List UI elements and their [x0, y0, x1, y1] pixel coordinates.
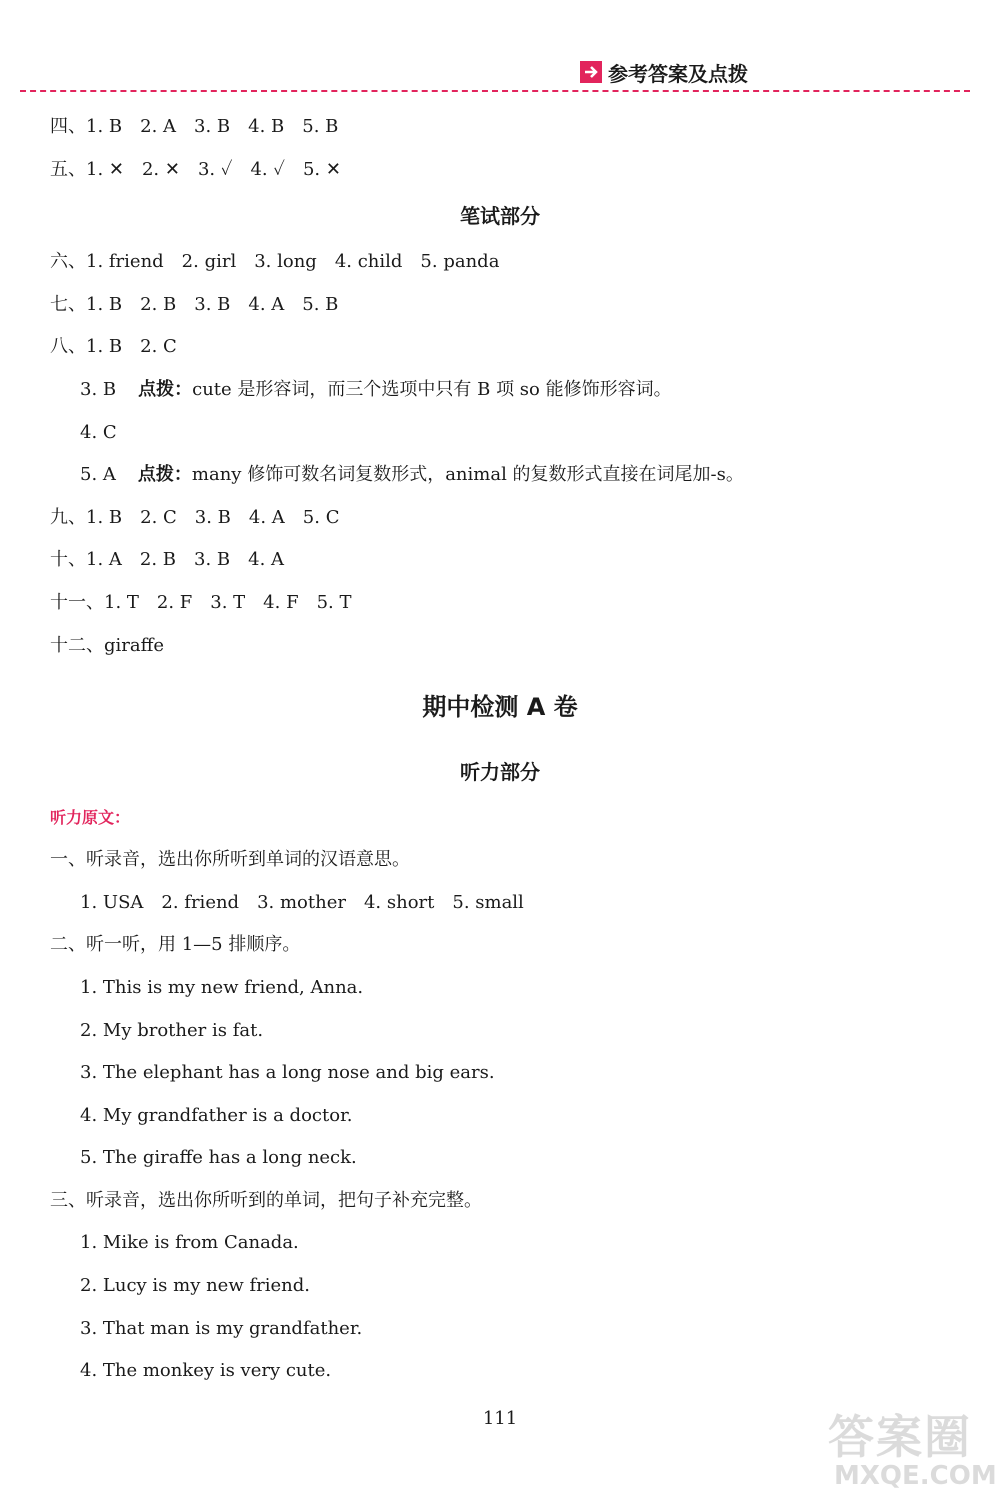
hint-label: 点拨： [137, 464, 192, 486]
listening-q2-item: 1. This is my new friend, Anna. [80, 976, 364, 998]
listening-section-title: 听力部分 [460, 760, 540, 785]
watermark-text: 答案圈 [828, 1410, 972, 1464]
listening-q3-item: 3. That man is my grandfather. [80, 1317, 363, 1339]
arrow-right-icon [580, 61, 602, 83]
header-title-block [580, 58, 748, 86]
answer-q8-4: 4. C [80, 421, 117, 443]
answer-q8-5-value: 5. A [80, 464, 116, 486]
answer-q7: 七、1. B 2. B 3. B 4. A 5. B [50, 293, 339, 315]
answer-q6: 六、1. friend 2. girl 3. long 4. child 5. panda [50, 251, 500, 273]
answer-q8-3 [50, 369, 950, 412]
listening-q1-instruction: 一、听录音，选出你所听到单词的汉语意思。 [50, 849, 410, 871]
header-divider [20, 90, 970, 92]
listening-q2-item: 2. My brother is fat. [80, 1019, 264, 1041]
listening-q3-item: 4. The monkey is very cute. [80, 1360, 332, 1382]
answer-q4: 四、1. B 2. A 3. B 4. B 5. B [50, 116, 339, 137]
listening-q3-instruction: 三、听录音，选出你所听到的单词，把句子补充完整。 [50, 1189, 482, 1211]
midterm-title: 期中检测 A 卷 [422, 693, 578, 722]
answer-q9: 九、1. B 2. C 3. B 4. A 5. C [50, 506, 340, 528]
transcript-label: 听力原文： [50, 808, 131, 828]
answer-q8-5 [50, 454, 950, 497]
listening-q1-words: 1. USA 2. friend 3. mother 4. short 5. small [80, 891, 524, 913]
listening-q2-item: 4. My grandfather is a doctor. [80, 1104, 353, 1126]
listening-q2-item: 5. The giraffe has a long neck. [80, 1147, 357, 1169]
answer-q8-3-value: 3. B [80, 378, 117, 400]
listening-q2-instruction: 二、听一听，用 1—5 排顺序。 [50, 934, 301, 956]
page-number: 111 [482, 1408, 518, 1429]
hint-text: many 修饰可数名词复数形式，animal 的复数形式直接在词尾加-s。 [191, 464, 744, 486]
answer-q12: 十二、giraffe [50, 634, 165, 656]
listening-q2-item: 3. The elephant has a long nose and big ears. [80, 1062, 495, 1084]
watermark-url: MXQE.COM [834, 1461, 997, 1491]
hint-label: 点拨： [138, 378, 193, 400]
listening-q3-item: 1. Mike is from Canada. [80, 1232, 299, 1254]
page-header [0, 0, 1000, 100]
answer-q5: 五、1. ✕ 2. ✕ 3. ✓ 4. ✓ 5. ✕ [50, 158, 341, 180]
answer-content [50, 106, 950, 1393]
answer-q10: 十、1. A 2. B 3. B 4. A [50, 549, 285, 571]
watermark-logo [820, 1395, 997, 1495]
listening-q3-item: 2. Lucy is my new friend. [80, 1275, 310, 1297]
hint-text: cute 是形容词，而三个选项中只有 B 项 so 能修饰形容词。 [192, 378, 672, 400]
answer-q8: 八、1. B 2. C [50, 336, 177, 358]
header-title: 参考答案及点拨 [608, 61, 748, 86]
written-section-title: 笔试部分 [460, 204, 540, 229]
answer-q11: 十一、1. T 2. F 3. T 4. F 5. T [50, 591, 352, 613]
